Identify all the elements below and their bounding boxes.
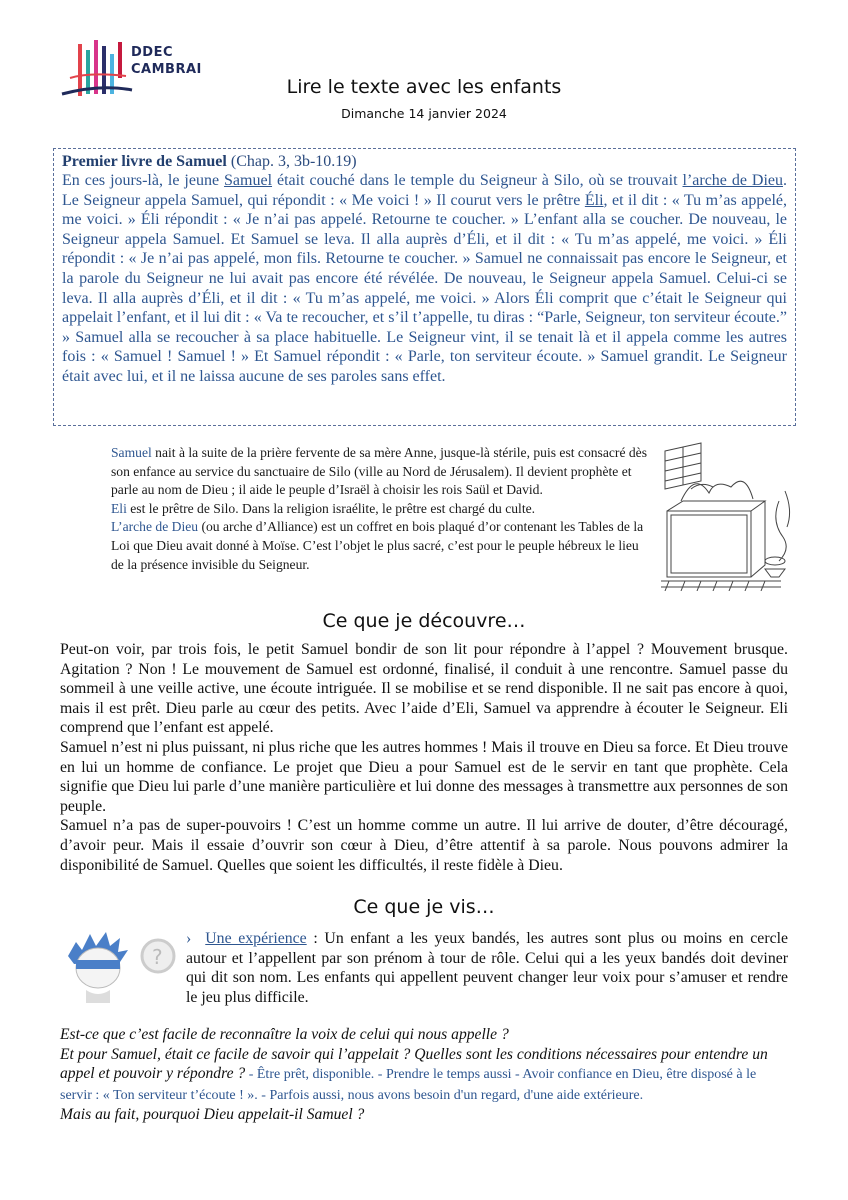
- question: [60, 1025, 788, 1045]
- note-samuel: [111, 444, 651, 500]
- svg-text:?: ?: [152, 945, 163, 969]
- question: [60, 1045, 788, 1106]
- page-title: Lire le texte avec les enfants: [286, 76, 562, 98]
- question-text: Et pour Samuel, était ce facile de savoir qui l’appelait ? Quelles sont les conditions nécessaires pour entendre un appel et pouvoir y répondre ?: [60, 1045, 768, 1083]
- reading-box: [53, 148, 796, 426]
- answer-text: - Être prêt, disponible. - Prendre le temps aussi - Avoir confiance en Dieu, être disposé à le servir : « Ton serviteur t’écoute ! ». - Parfois aussi, nous avons besoin d'un regard, d'une aide extérieure.: [60, 1067, 757, 1103]
- link-samuel[interactable]: Samuel: [224, 172, 273, 189]
- note-term-samuel: Samuel: [111, 445, 152, 460]
- discover-paragraph: Peut-on voir, par trois fois, le petit Samuel bondir de son lit pour répondre à l’appel ? Mouvement brusque. Agitation ? Non ! Le mouvement de Samuel est ordonné, finalisé, il conduit à une rencontre. Samuel passe du sommeil à une veille active, une écoute intriguée. Il se mobilise et se rend disponible. Il ne sait pas encore à quoi, mais il est prêt. Dieu parle au cœur des petits. Avec l’aide d’Eli, Samuel va apprendre à écouter le Seigneur. Eli comprend que l’enfant est appelé.: [60, 641, 788, 737]
- section-heading-discover: Ce que je découvre…: [322, 610, 526, 632]
- questions-section: [60, 1025, 788, 1125]
- reading-text-part: , et il dit : « Tu m’as appelé, me voici. » Éli répondit : « Je n’ai pas appelé. Retourne te coucher. » L’enfant alla se coucher. De nouveau, le Seigneur appela Samuel. Et Samuel se leva. Il alla auprès d’Éli, et il dit : « Tu m’as appelé, me voici. » Éli répondit : « Je n’ai pas appelé, mon fils. Retourne te coucher. » Samuel ne connaissait pas encore le Seigneur, et la parole du Seigneur ne lui avait pas encore été révélée. De nouveau, le Seigneur appela Samuel. Celui-ci se leva. Il alla auprès d’Éli, et il dit : « Tu m’as appelé, me voici. » Alors Éli comprit que c’était le Seigneur qui appelait l’enfant, et il lui dit : « Va te recoucher, et s’il t’appelle, tu diras : “Parle, Seigneur, ton serviteur écoute.” » Samuel alla se recoucher à sa place habituelle. Le Seigneur vint, il se tenait là et il appela comme les autres fois : « Samuel ! Samuel ! » Et Samuel répondit : « Parle, ton serviteur écoute. » Samuel grandit. Le Seigneur était avec lui, et il ne laissa aucune de ses paroles sans effet.: [62, 191, 788, 385]
- reading-ref: (Chap. 3, 3b-10.19): [230, 153, 357, 170]
- section-heading-live: Ce que je vis…: [353, 896, 495, 918]
- note-text: est le prêtre de Silo. Dans la religion israélite, le prêtre est chargé du culte.: [126, 500, 536, 516]
- link-arche[interactable]: l’arche de Dieu: [682, 172, 784, 189]
- note-arche: [111, 518, 651, 574]
- question-text: Mais au fait, pourquoi Dieu appelait-il Samuel ?: [60, 1106, 365, 1124]
- reading-text-part: En ces jours-là, le jeune: [62, 172, 225, 189]
- note-term-arche: L’arche de Dieu: [111, 519, 199, 535]
- discover-paragraph: Samuel n’a pas de super-pouvoirs ! C’est un homme comme un autre. Il lui arrive de douter, d’être découragé, d’avoir peur. Mais il essaie d’ouvrir son cœur à Dieu, d’être attentif à sa parole. Nous pouvons admirer la disponibilité de Samuel. Quelles que soient les difficultés, il reste fidèle à Dieu.: [60, 817, 788, 874]
- question: [60, 1105, 788, 1125]
- logo-text: [131, 44, 202, 78]
- reading-text-part: . Le Seigneur appela Samuel, qui répondit : « Me voici ! » Il courut vers le prêtre: [62, 172, 788, 209]
- notes-section: [111, 444, 651, 574]
- blindfolded-child-icon: [62, 928, 182, 1003]
- discover-text: [60, 640, 788, 875]
- question-text: Est-ce que c’est facile de reconnaître la voix de celui qui nous appelle ?: [60, 1026, 509, 1043]
- reading-heading: [62, 153, 787, 171]
- logo-line2: CAMBRAI: [131, 62, 202, 77]
- logo-line1: DDEC: [131, 45, 174, 60]
- bullet-chevron-icon: ›: [186, 930, 192, 947]
- note-text: (ou arche d’Alliance) est un coffret en bois plaqué d’or contenant les Tables de la Loi que Dieu avait donné à Moïse. C’est l’objet le plus sacré, c’est pour le peuple hébreux le lieu de la présence invisible du Seigneur.: [111, 519, 644, 572]
- note-eli: [111, 500, 651, 519]
- experience-description: : Un enfant a les yeux bandés, les autres sont plus ou moins en cercle autour et l’appellent par son prénom à tour de rôle. Celui qui a les yeux bandés doit deviner qui dit son nom. Les enfants qui appellent peuvent changer leur voix pour s’amuser et rendre le jeu plus difficile.: [186, 930, 788, 1006]
- reading-text-part: était couché dans le temple du Seigneur à Silo, où se trouvait: [272, 172, 683, 189]
- discover-paragraph: Samuel n’est ni plus puissant, ni plus riche que les autres hommes ! Mais il trouve en Dieu sa force. Et Dieu trouve en lui un homme de confiance. Le projet que Dieu a pour Samuel est de le servir en tant que prophète. Cela signifie que Dieu lui parle d’une manière particulière et lui donne des messages à transmettre aux personnes de son peuple.: [60, 738, 788, 815]
- ark-illustration: [661, 441, 798, 591]
- link-eli[interactable]: Éli: [584, 191, 604, 209]
- reading-text: [62, 171, 787, 387]
- link-experience[interactable]: Une expérience: [205, 930, 307, 947]
- page-date: Dimanche 14 janvier 2024: [341, 106, 507, 121]
- note-text: nait à la suite de la prière fervente de sa mère Anne, jusque-là stérile, puis est consacré dès son enfance au service du sanctuaire de Silo (ville au Nord de Jérusalem). Il devient prophète et parle au nom de Dieu ; il aide le peuple d’Israël à choisir les rois Saül et David.: [111, 445, 647, 498]
- reading-book: Premier livre de Samuel: [62, 153, 227, 170]
- note-term-eli: Eli: [111, 500, 127, 516]
- experience-text: [186, 929, 788, 1007]
